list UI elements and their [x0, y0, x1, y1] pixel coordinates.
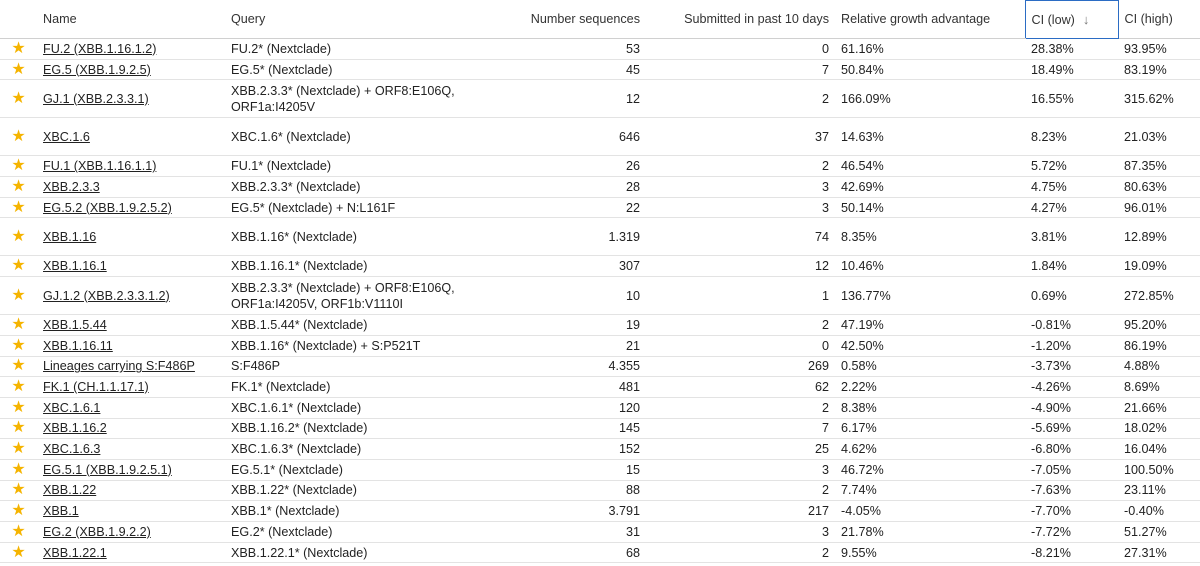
number-sequences-cell: 21	[468, 335, 646, 356]
ci-low-cell: -6.80%	[1025, 439, 1118, 460]
name-cell	[37, 356, 225, 377]
table-row	[0, 335, 1200, 356]
ci-low-cell: 1.84%	[1025, 256, 1118, 277]
ci-high-cell: -0.40%	[1118, 501, 1200, 522]
number-sequences-cell: 1.319	[468, 218, 646, 256]
name-cell	[37, 118, 225, 156]
table-row	[0, 397, 1200, 418]
header-row	[0, 1, 1200, 39]
query-cell	[225, 501, 468, 522]
growth-advantage-cell: 21.78%	[835, 522, 1025, 543]
query-text: XBC.1.6* (Nextclade)	[231, 129, 351, 144]
name-cell	[37, 501, 225, 522]
ci-high-cell: 21.03%	[1118, 118, 1200, 156]
ci-high-cell: 21.66%	[1118, 397, 1200, 418]
growth-advantage-cell: 14.63%	[835, 118, 1025, 156]
favorite-cell	[0, 418, 37, 439]
growth-advantage-cell: 61.16%	[835, 39, 1025, 60]
ci-low-cell: -7.72%	[1025, 522, 1118, 543]
query-cell	[225, 397, 468, 418]
submitted-cell: 7	[646, 418, 835, 439]
table-row	[0, 156, 1200, 177]
star-icon[interactable]: ★	[11, 257, 26, 275]
table-row	[0, 501, 1200, 522]
query-cell	[225, 39, 468, 60]
query-text: EG.2* (Nextclade)	[231, 524, 333, 539]
query-text: S:F486P	[231, 359, 281, 374]
favorite-cell	[0, 459, 37, 480]
number-sequences-cell: 22	[468, 197, 646, 218]
number-sequences-cell: 481	[468, 377, 646, 398]
ci-high-column-header[interactable]: CI (high)	[1118, 1, 1200, 39]
table-row	[0, 377, 1200, 398]
query-cell	[225, 277, 468, 315]
query-text: XBB.2.3.3* (Nextclade) + ORF8:E106Q, ORF1a:I4205V	[231, 83, 455, 114]
query-cell	[225, 356, 468, 377]
name-cell	[37, 377, 225, 398]
number-sequences-cell: 3.791	[468, 501, 646, 522]
number-sequences-cell: 120	[468, 397, 646, 418]
ci-low-cell: -0.81%	[1025, 315, 1118, 336]
ci-low-cell: -4.26%	[1025, 377, 1118, 398]
ci-high-cell: 93.95%	[1118, 39, 1200, 60]
favorite-cell	[0, 501, 37, 522]
name-cell	[37, 335, 225, 356]
lineage-link[interactable]: XBB.1.16.2	[43, 421, 107, 436]
table-row	[0, 522, 1200, 543]
ci-high-cell: 272.85%	[1118, 277, 1200, 315]
star-icon[interactable]: ★	[11, 336, 26, 354]
favorite-cell	[0, 542, 37, 563]
star-icon[interactable]: ★	[11, 419, 26, 437]
star-icon[interactable]: ★	[11, 315, 26, 333]
star-icon[interactable]: ★	[11, 357, 26, 375]
ci-high-cell: 95.20%	[1118, 315, 1200, 336]
table-row	[0, 459, 1200, 480]
number-sequences-cell: 88	[468, 480, 646, 501]
star-icon[interactable]: ★	[11, 127, 26, 145]
name-column-header[interactable]: Name	[37, 1, 225, 39]
lineage-link[interactable]: XBB.1.22.1	[43, 545, 107, 560]
submitted-cell: 7	[646, 59, 835, 80]
query-text: XBB.1* (Nextclade)	[231, 504, 340, 519]
name-cell	[37, 197, 225, 218]
favorite-cell	[0, 522, 37, 543]
submitted-cell: 12	[646, 256, 835, 277]
submitted-cell: 3	[646, 177, 835, 198]
ci-low-cell: 4.75%	[1025, 177, 1118, 198]
submitted-cell: 0	[646, 335, 835, 356]
ci-low-cell: -7.63%	[1025, 480, 1118, 501]
table-row	[0, 418, 1200, 439]
query-text: EG.5* (Nextclade) + N:L161F	[231, 200, 396, 215]
query-cell	[225, 177, 468, 198]
query-text: XBB.1.16.1* (Nextclade)	[231, 259, 368, 274]
growth-advantage-cell: 47.19%	[835, 315, 1025, 336]
number-sequences-cell: 28	[468, 177, 646, 198]
growth-advantage-cell: 42.69%	[835, 177, 1025, 198]
number-sequences-cell: 31	[468, 522, 646, 543]
query-text: XBC.1.6.3* (Nextclade)	[231, 442, 362, 457]
submitted-cell: 2	[646, 315, 835, 336]
number-sequences-cell: 15	[468, 459, 646, 480]
arrow-down-icon[interactable]: ↓	[1082, 12, 1090, 27]
table-row	[0, 356, 1200, 377]
ci-high-cell: 19.09%	[1118, 256, 1200, 277]
query-text: XBB.1.22* (Nextclade)	[231, 483, 357, 498]
lineage-link[interactable]: XBB.1.16	[43, 229, 97, 244]
growth-advantage-cell: 2.22%	[835, 377, 1025, 398]
ci-low-cell: 16.55%	[1025, 80, 1118, 118]
favorite-cell	[0, 39, 37, 60]
table-row	[0, 59, 1200, 80]
name-cell	[37, 397, 225, 418]
star-icon[interactable]: ★	[11, 460, 26, 478]
favorite-cell	[0, 256, 37, 277]
ci-high-cell: 8.69%	[1118, 377, 1200, 398]
lineage-link[interactable]: GJ.1.2 (XBB.2.3.3.1.2)	[43, 288, 170, 303]
ci-low-column-header[interactable]	[1025, 1, 1118, 39]
query-cell	[225, 335, 468, 356]
submitted-cell: 3	[646, 522, 835, 543]
ci-high-cell: 51.27%	[1118, 522, 1200, 543]
submitted-cell: 2	[646, 542, 835, 563]
lineage-link[interactable]: FU.2 (XBB.1.16.1.2)	[43, 41, 157, 56]
query-cell	[225, 459, 468, 480]
submitted-column-header[interactable]: Submitted in past 10 days	[646, 1, 835, 39]
query-text: XBB.1.16* (Nextclade) + S:P521T	[231, 338, 421, 353]
table-row	[0, 277, 1200, 315]
ci-low-cell: 5.72%	[1025, 156, 1118, 177]
table-row	[0, 80, 1200, 118]
lineage-link[interactable]: EG.2 (XBB.1.9.2.2)	[43, 524, 151, 539]
name-cell	[37, 315, 225, 336]
lineage-link[interactable]: GJ.1 (XBB.2.3.3.1)	[43, 91, 149, 106]
number-sequences-cell: 10	[468, 277, 646, 315]
submitted-cell: 2	[646, 397, 835, 418]
submitted-cell: 2	[646, 156, 835, 177]
query-cell	[225, 480, 468, 501]
name-cell	[37, 277, 225, 315]
ci-low-cell: 28.38%	[1025, 39, 1118, 60]
submitted-cell: 269	[646, 356, 835, 377]
number-sequences-cell: 45	[468, 59, 646, 80]
favorite-cell	[0, 335, 37, 356]
star-icon[interactable]: ★	[11, 198, 26, 216]
submitted-cell: 3	[646, 459, 835, 480]
query-text: EG.5* (Nextclade)	[231, 62, 333, 77]
ci-high-cell: 83.19%	[1118, 59, 1200, 80]
table-row	[0, 542, 1200, 563]
query-cell	[225, 118, 468, 156]
ci-high-cell: 18.02%	[1118, 418, 1200, 439]
ci-low-cell: -3.73%	[1025, 356, 1118, 377]
number-sequences-cell: 145	[468, 418, 646, 439]
lineage-link[interactable]: XBB.1.16.1	[43, 259, 107, 274]
star-icon[interactable]: ★	[11, 522, 26, 540]
table-row	[0, 197, 1200, 218]
submitted-cell: 74	[646, 218, 835, 256]
query-cell	[225, 315, 468, 336]
ci-high-cell: 16.04%	[1118, 439, 1200, 460]
growth-advantage-cell: 42.50%	[835, 335, 1025, 356]
ci-low-cell: -7.70%	[1025, 501, 1118, 522]
growth-advantage-cell: -4.05%	[835, 501, 1025, 522]
name-cell	[37, 218, 225, 256]
growth-advantage-cell: 46.72%	[835, 459, 1025, 480]
lineage-link[interactable]: XBC.1.6.3	[43, 442, 101, 457]
growth-advantage-cell: 50.84%	[835, 59, 1025, 80]
number-sequences-cell: 4.355	[468, 356, 646, 377]
ci-low-cell: -8.21%	[1025, 542, 1118, 563]
star-icon[interactable]: ★	[11, 39, 26, 57]
number-sequences-cell: 12	[468, 80, 646, 118]
star-icon[interactable]: ★	[11, 440, 26, 458]
submitted-cell: 2	[646, 480, 835, 501]
submitted-cell: 1	[646, 277, 835, 315]
query-text: FK.1* (Nextclade)	[231, 380, 331, 395]
table-row	[0, 315, 1200, 336]
number-sequences-cell: 152	[468, 439, 646, 460]
number-sequences-column-header[interactable]: Number sequences	[468, 1, 646, 39]
star-icon[interactable]: ★	[11, 60, 26, 78]
ci-low-cell: 3.81%	[1025, 218, 1118, 256]
ci-high-cell: 4.88%	[1118, 356, 1200, 377]
favorite-cell	[0, 218, 37, 256]
query-cell	[225, 80, 468, 118]
query-text: FU.2* (Nextclade)	[231, 41, 332, 56]
star-icon[interactable]: ★	[11, 177, 26, 195]
growth-advantage-cell: 136.77%	[835, 277, 1025, 315]
name-cell	[37, 418, 225, 439]
star-icon[interactable]: ★	[11, 481, 26, 499]
growth-advantage-cell: 10.46%	[835, 256, 1025, 277]
growth-advantage-cell: 4.62%	[835, 439, 1025, 460]
favorite-column-header	[0, 1, 37, 39]
query-cell	[225, 542, 468, 563]
star-icon[interactable]: ★	[11, 227, 26, 245]
lineage-link[interactable]: FU.1 (XBB.1.16.1.1)	[43, 159, 157, 174]
growth-advantage-cell: 50.14%	[835, 197, 1025, 218]
ci-low-cell: -7.05%	[1025, 459, 1118, 480]
query-cell	[225, 156, 468, 177]
ci-low-cell: -4.90%	[1025, 397, 1118, 418]
query-cell	[225, 418, 468, 439]
favorite-cell	[0, 197, 37, 218]
ci-high-cell: 23.11%	[1118, 480, 1200, 501]
submitted-cell: 62	[646, 377, 835, 398]
star-icon[interactable]: ★	[11, 157, 26, 175]
lineage-link[interactable]: XBB.1.16.11	[43, 338, 113, 353]
query-text: FU.1* (Nextclade)	[231, 159, 332, 174]
table-row	[0, 39, 1200, 60]
ci-low-cell: -5.69%	[1025, 418, 1118, 439]
lineage-link[interactable]: Lineages carrying S:F486P	[43, 359, 195, 374]
growth-advantage-cell: 0.58%	[835, 356, 1025, 377]
favorite-cell	[0, 356, 37, 377]
query-cell	[225, 197, 468, 218]
query-text: XBB.1.16* (Nextclade)	[231, 229, 357, 244]
number-sequences-cell: 53	[468, 39, 646, 60]
query-cell	[225, 522, 468, 543]
favorite-cell	[0, 118, 37, 156]
favorite-cell	[0, 177, 37, 198]
growth-advantage-cell: 6.17%	[835, 418, 1025, 439]
ci-low-cell: -1.20%	[1025, 335, 1118, 356]
growth-advantage-cell: 8.35%	[835, 218, 1025, 256]
query-text: XBB.1.16.2* (Nextclade)	[231, 421, 368, 436]
query-text: EG.5.1* (Nextclade)	[231, 462, 343, 477]
query-text: XBC.1.6.1* (Nextclade)	[231, 400, 362, 415]
query-cell	[225, 439, 468, 460]
growth-advantage-cell: 46.54%	[835, 156, 1025, 177]
growth-advantage-cell: 8.38%	[835, 397, 1025, 418]
submitted-cell: 2	[646, 80, 835, 118]
growth-advantage-cell: 7.74%	[835, 480, 1025, 501]
number-sequences-cell: 646	[468, 118, 646, 156]
lineage-link[interactable]: EG.5 (XBB.1.9.2.5)	[43, 62, 151, 77]
lineage-link[interactable]: FK.1 (CH.1.1.17.1)	[43, 380, 149, 395]
query-text: XBB.1.5.44* (Nextclade)	[231, 317, 368, 332]
name-cell	[37, 459, 225, 480]
query-cell	[225, 218, 468, 256]
name-cell	[37, 80, 225, 118]
lineage-link[interactable]: XBB.1	[43, 504, 79, 519]
query-column-header[interactable]: Query	[225, 1, 468, 39]
name-cell	[37, 59, 225, 80]
table-row	[0, 256, 1200, 277]
name-cell	[37, 256, 225, 277]
lineage-link[interactable]: XBB.1.22	[43, 483, 97, 498]
favorite-cell	[0, 277, 37, 315]
table-row	[0, 118, 1200, 156]
ci-high-cell: 87.35%	[1118, 156, 1200, 177]
favorite-cell	[0, 59, 37, 80]
lineage-link[interactable]: XBB.2.3.3	[43, 179, 100, 194]
growth-advantage-column-header[interactable]: Relative growth advantage	[835, 1, 1025, 39]
query-cell	[225, 59, 468, 80]
favorite-cell	[0, 156, 37, 177]
ci-low-header-label: CI (low)	[1031, 13, 1075, 27]
growth-advantage-cell: 166.09%	[835, 80, 1025, 118]
query-text: XBB.2.3.3* (Nextclade)	[231, 179, 361, 194]
favorite-cell	[0, 377, 37, 398]
name-cell	[37, 156, 225, 177]
ci-high-cell: 12.89%	[1118, 218, 1200, 256]
number-sequences-cell: 68	[468, 542, 646, 563]
star-icon[interactable]: ★	[11, 543, 26, 561]
ci-low-cell: 8.23%	[1025, 118, 1118, 156]
submitted-cell: 0	[646, 39, 835, 60]
name-cell	[37, 439, 225, 460]
submitted-cell: 3	[646, 197, 835, 218]
ci-high-cell: 80.63%	[1118, 177, 1200, 198]
ci-low-cell: 18.49%	[1025, 59, 1118, 80]
lineage-link[interactable]: EG.5.1 (XBB.1.9.2.5.1)	[43, 462, 172, 477]
ci-high-cell: 96.01%	[1118, 197, 1200, 218]
submitted-cell: 37	[646, 118, 835, 156]
ci-high-cell: 315.62%	[1118, 80, 1200, 118]
name-cell	[37, 177, 225, 198]
number-sequences-cell: 307	[468, 256, 646, 277]
favorite-cell	[0, 80, 37, 118]
ci-high-cell: 27.31%	[1118, 542, 1200, 563]
lineage-link[interactable]: XBC.1.6	[43, 129, 90, 144]
star-icon[interactable]: ★	[11, 378, 26, 396]
table-row	[0, 439, 1200, 460]
number-sequences-cell: 26	[468, 156, 646, 177]
query-cell	[225, 256, 468, 277]
ci-low-cell: 0.69%	[1025, 277, 1118, 315]
number-sequences-cell: 19	[468, 315, 646, 336]
query-text: XBB.2.3.3* (Nextclade) + ORF8:E106Q, ORF1a:I4205V, ORF1b:V1110I	[231, 280, 455, 311]
name-cell	[37, 542, 225, 563]
favorite-cell	[0, 480, 37, 501]
star-icon[interactable]: ★	[11, 286, 26, 304]
lineage-link[interactable]: EG.5.2 (XBB.1.9.2.5.2)	[43, 200, 172, 215]
favorite-cell	[0, 315, 37, 336]
query-text: XBB.1.22.1* (Nextclade)	[231, 545, 368, 560]
query-cell	[225, 377, 468, 398]
table-row	[0, 480, 1200, 501]
star-icon[interactable]: ★	[11, 89, 26, 107]
lineage-link[interactable]: XBC.1.6.1	[43, 400, 101, 415]
submitted-cell: 25	[646, 439, 835, 460]
name-cell	[37, 522, 225, 543]
star-icon[interactable]: ★	[11, 502, 26, 520]
ci-high-cell: 86.19%	[1118, 335, 1200, 356]
name-cell	[37, 480, 225, 501]
growth-advantage-cell: 9.55%	[835, 542, 1025, 563]
ci-low-cell: 4.27%	[1025, 197, 1118, 218]
table-row	[0, 177, 1200, 198]
favorite-cell	[0, 397, 37, 418]
table-row	[0, 218, 1200, 256]
name-cell	[37, 39, 225, 60]
favorite-cell	[0, 439, 37, 460]
submitted-cell: 217	[646, 501, 835, 522]
ci-high-cell: 100.50%	[1118, 459, 1200, 480]
star-icon[interactable]: ★	[11, 398, 26, 416]
lineage-link[interactable]: XBB.1.5.44	[43, 317, 107, 332]
